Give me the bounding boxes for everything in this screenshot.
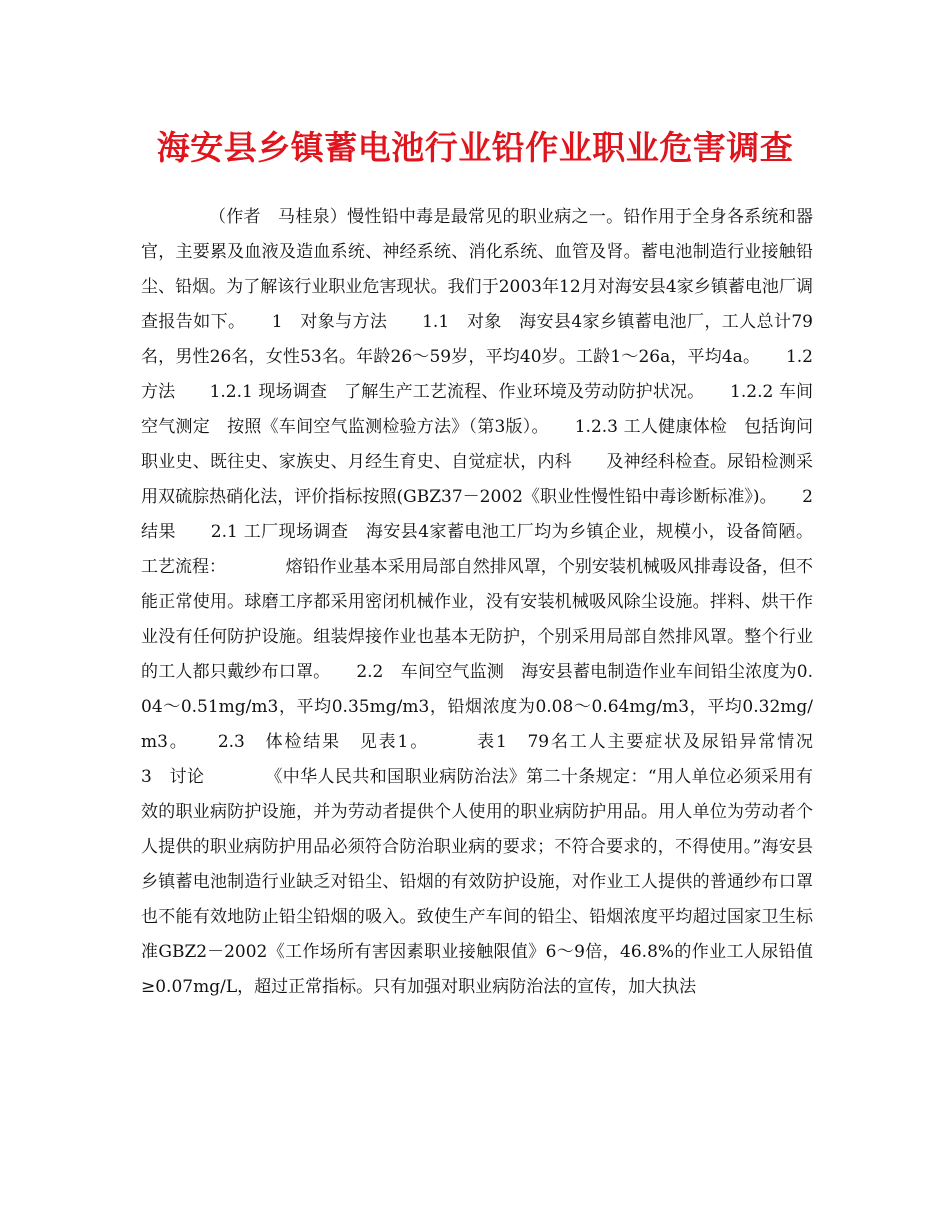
document-title: 海安县乡镇蓄电池行业铅作业职业危害调查 [156,128,794,167]
document-body: （作者 马桂泉）慢性铅中毒是最常见的职业病之一。铅作用于全身各系统和器官，主要累及血液及造血系统、神经系统、消化系统、血管及肾。蓄电池制造行业接触铅尘、铅烟。为了解该行业职业危害现状。我们于2003年12月对海安县4家乡镇蓄电池厂调查报告如下。 1 对象与方法 1.1 对象 海安县4家乡镇蓄电池厂，工人总计79名，男性26名，女性53名。年龄26～59岁，平均40岁。工龄1～26a，平均4a。 1.2 方法 1.2.1 现场调查 了解生产工艺流程、作业环境及劳动防护状况。 1.2.2 车间空气测定 按照《车间空气监测检验方法》（第3版）。 1.2.3 工人健康体检 包括询问职业史、既往史、家族史、月经生育史、自觉症状，内科 及神经科检查。尿铅检测采用双硫腙热硝化法，评价指标按照(GBZ37－2002《职业性慢性铅中毒诊断标准》)。 2 结果 2.1 工厂现场调查 海安县4家蓄电池工厂均为乡镇企业，规模小，设备简陋。工艺流程： 熔铅作业基本采用局部自然排风罩，个别安装机械吸风排毒设备，但不能正常使用。球磨工序都采用密闭机械作业，没有安装机械吸风除尘设施。拌料、烘干作业没有任何防护设施。组装焊接作业也基本无防护，个别采用局部自然排风罩。整个行业的工人都只戴纱布口罩。 2.2 车间空气监测 海安县蓄电制造作业车间铅尘浓度为0.04～0.51mg/m3，平均0.35mg/m3，铅烟浓度为0.08～0.64mg/m3，平均0.32mg/m3。 2.3 体检结果 见表1。 表1 79名工人主要症状及尿铅异常情况 3 讨论 《中华人民共和国职业病防治法》第二十条规定：“用人单位必须采用有效的职业病防护设施，并为劳动者提供个人使用的职业病防护用品。用人单位为劳动者个人提供的职业病防护用品必须符合防治职业病的要求；不符合要求的，不得使用。”海安县乡镇蓄电池制造行业缺乏对铅尘、铅烟的有效防护设施，对作业工人提供的普通纱布口罩也不能有效地防止铅尘铅烟的吸入。致使生产车间的铅尘、铅烟浓度平均超过国家卫生标准GBZ2－2002《工作场所有害因素职业接触限值》6～9倍，46.8%的作业工人尿铅值≥0.07mg/L，超过正常指标。只有加强对职业病防治法的宣传，加大执法 [141,207,915,997]
